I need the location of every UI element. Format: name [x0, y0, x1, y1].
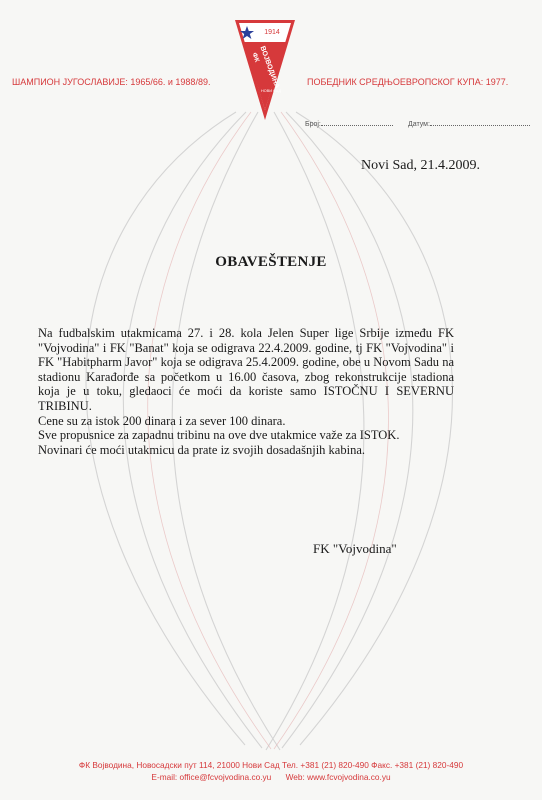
notice-body [38, 326, 454, 457]
reference-date-field [408, 118, 530, 128]
date-label: Датум: [408, 121, 430, 128]
notice-paragraph: Na fudbalskim utakmicama 27. i 28. kola Jelen Super lige Srbije između FK "Vojvodina" i FK "Banat" koja se odigrava 22.4.2009. godine, tj FK "Vojvodina" i FK "Habitpharm Javor" koja se odigrava 25.4.2009. godine, obe u Novom Sadu na stadionu Karađorđe sa početkom u 16.00 časova, zbog rekonstrukcije stadiona koja je u toku, gledaoci će moći da koriste samo ISTOČNU I SEVERNU TRIBINU. [38, 326, 454, 413]
footer-web: Web: www.fcvojvodina.co.yu [285, 772, 391, 782]
number-label: Број: [305, 121, 321, 128]
championship-header: ШАМПИОН ЈУГОСЛАВИЈЕ: 1965/66. и 1988/89. [12, 77, 211, 87]
press-line: Novinari će moći utakmicu da prate iz svojih dosadašnjih kabina. [38, 442, 365, 457]
footer-contacts [0, 772, 542, 782]
footer-email: E-mail: office@fcvojvodina.co.yu [151, 772, 272, 782]
signature: FK "Vojvodina" [313, 541, 397, 556]
crest-year: 1914 [264, 29, 280, 36]
reference-number-field [305, 118, 393, 128]
footer-address: ФК Војводина, Новосадски пут 114, 21000 Нови Сад Тел. +381 (21) 820-490 Факс. +381 (21) 820-490 [78, 760, 464, 770]
crest-city: НОВИ САД [261, 89, 281, 93]
crest-fk: ФК [250, 51, 261, 64]
notice-title: OBAVEŠTENJE [215, 254, 327, 270]
prices-line: Cene su za istok 200 dinara i za sever 100 dinara. [38, 413, 286, 428]
cup-winner-header: ПОБЕДНИК СРЕДЊОЕВРОПСКОГ КУПА: 1977. [307, 77, 509, 87]
passes-line: Sve propusnice za zapadnu tribinu na ove dve utakmice važe za ISTOK. [38, 428, 400, 443]
club-crest-logo [234, 18, 296, 122]
place-and-date: Novi Sad, 21.4.2009. [361, 158, 480, 173]
crest-name: ВОЈВОДИНА [258, 45, 281, 90]
